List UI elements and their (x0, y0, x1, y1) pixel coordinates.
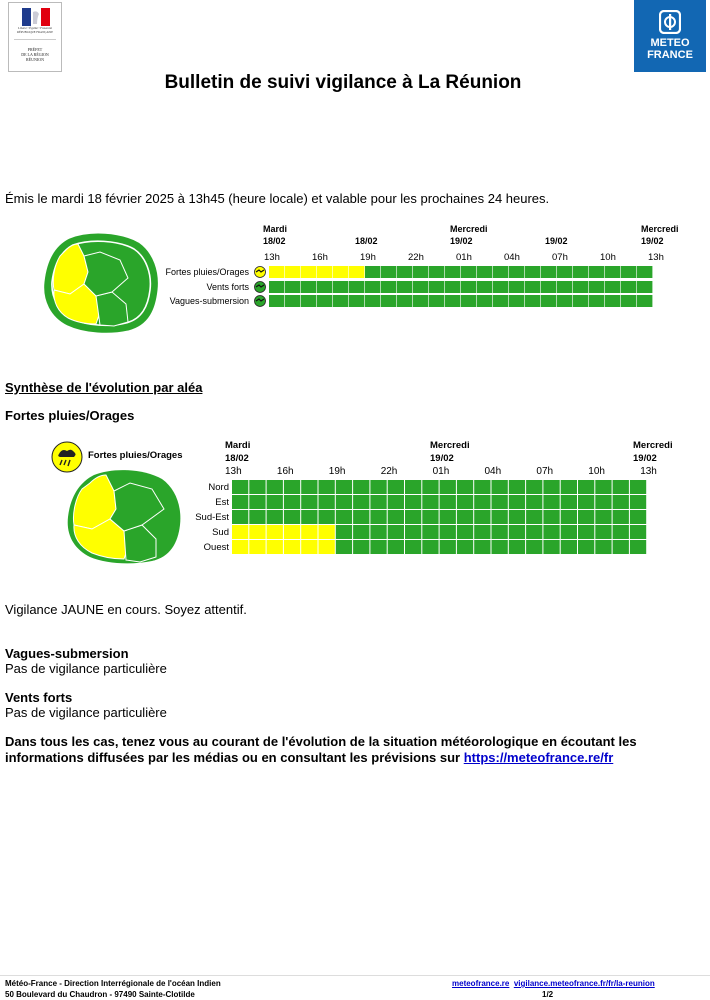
zone-cell (561, 525, 577, 539)
zone-cell (492, 480, 508, 494)
zone-cell (440, 495, 456, 509)
hazard-block-waves (5, 646, 167, 676)
overview-cell (333, 266, 348, 278)
zone-cell (457, 540, 473, 554)
overview-cell (637, 281, 652, 293)
footer-address: 50 Boulevard du Chaudron - 97490 Sainte-Clotilde (5, 990, 195, 999)
zone-cell (543, 510, 559, 524)
hazard-waves-text: Pas de vigilance particulière (5, 661, 167, 676)
zone-cell (422, 525, 438, 539)
zone-cell (267, 540, 283, 554)
zone-hour-label: 10h (588, 466, 605, 477)
zone-cell (492, 495, 508, 509)
marianne-flag-icon (22, 8, 50, 26)
footer-page-number: 1/2 (542, 990, 554, 999)
zone-cell (578, 540, 594, 554)
overview-cell (477, 266, 492, 278)
zone-cell (492, 525, 508, 539)
overview-cell (477, 281, 492, 293)
overview-hour-label: 19h (360, 252, 376, 263)
zone-cell (370, 495, 386, 509)
overview-hour-label: 01h (456, 252, 472, 263)
zone-cell (422, 510, 438, 524)
zone-cell (474, 480, 490, 494)
zone-cell (388, 525, 404, 539)
zone-cell (353, 525, 369, 539)
zone-cell (284, 540, 300, 554)
zone-cell (595, 480, 611, 494)
zone-cell (284, 480, 300, 494)
overview-hour-label: 10h (600, 252, 616, 263)
zone-cell (422, 495, 438, 509)
zone-cell (301, 495, 317, 509)
zone-cell (336, 495, 352, 509)
zone-cell (457, 510, 473, 524)
zone-hour-label: 16h (276, 466, 294, 477)
zone-label: Sud (212, 527, 229, 538)
overview-cell (509, 295, 524, 307)
overview-cell (285, 266, 300, 278)
overview-cell (365, 266, 380, 278)
zone-cell (319, 480, 335, 494)
overview-cell (349, 266, 364, 278)
overview-cell (413, 295, 428, 307)
brand-line2: FRANCE (647, 49, 693, 61)
zone-label: Sud-Est (195, 512, 229, 523)
overview-cell (445, 281, 460, 293)
zone-cell (232, 540, 248, 554)
zone-day-date: 19/02 (633, 453, 657, 464)
overview-hour-label: 13h (264, 252, 280, 263)
overview-hour-label: 04h (504, 252, 520, 263)
zone-day-name: Mercredi (430, 440, 470, 451)
overview-cell (573, 266, 588, 278)
zone-cell (630, 510, 646, 524)
overview-row-label: Vents forts (206, 282, 249, 292)
vigilance-message: Vigilance JAUNE en cours. Soyez attentif. (5, 602, 247, 617)
overview-cell (525, 281, 540, 293)
zone-cell (474, 495, 490, 509)
overview-cell (541, 266, 556, 278)
overview-cell (589, 281, 604, 293)
brand-line1: METEO (650, 37, 690, 49)
overview-cell (509, 266, 524, 278)
zone-cell (492, 540, 508, 554)
zone-cell (509, 540, 525, 554)
overview-cell (365, 295, 380, 307)
zone-cell (422, 480, 438, 494)
closing-advice (5, 734, 705, 766)
zone-cell (543, 480, 559, 494)
zone-cell (526, 540, 542, 554)
zone-cell (440, 480, 456, 494)
zone-cell (232, 495, 248, 509)
overview-cell (477, 295, 492, 307)
zone-cell (595, 510, 611, 524)
overview-hour-label: 07h (552, 252, 568, 263)
hazard-waves-title: Vagues-submersion (5, 646, 129, 661)
zone-cell (561, 495, 577, 509)
zone-day-date: 18/02 (225, 453, 249, 464)
zone-day-name: Mardi (225, 440, 251, 451)
overview-cell (269, 295, 284, 307)
zone-cell (232, 510, 248, 524)
overview-cell (397, 266, 412, 278)
footer-links (452, 979, 655, 988)
zone-hour-label: 13h (225, 466, 242, 477)
zone-cell (405, 540, 421, 554)
overview-day-date: 18/02 (355, 236, 378, 246)
zone-cell (336, 510, 352, 524)
zone-cell (457, 495, 473, 509)
zone-cell (440, 525, 456, 539)
zone-hour-label: 01h (432, 466, 450, 477)
zone-cell (474, 510, 490, 524)
overview-cell (365, 281, 380, 293)
badge-label: Fortes pluies/Orages (88, 450, 183, 461)
zone-day-date: 19/02 (430, 453, 454, 464)
overview-day-name: Mardi (263, 224, 288, 234)
zone-cell (578, 525, 594, 539)
footer-link-vigilance[interactable]: vigilance.meteofrance.fr/fr/la-reunion (513, 979, 655, 988)
zone-cell (526, 510, 542, 524)
overview-cell (493, 281, 508, 293)
zone-cell (336, 540, 352, 554)
overview-cell (269, 281, 284, 293)
overview-cell (493, 266, 508, 278)
overview-cell (509, 281, 524, 293)
zone-cell (353, 540, 369, 554)
zone-cell (284, 495, 300, 509)
zone-cell (526, 525, 542, 539)
zone-cell (509, 495, 525, 509)
zone-cell (267, 495, 283, 509)
zone-cell (474, 525, 490, 539)
overview-hour-label: 22h (408, 252, 424, 263)
overview-cell (333, 281, 348, 293)
footer-link-meteofrance[interactable]: meteofrance.re (452, 979, 510, 988)
zone-cell (249, 495, 265, 509)
meteo-france-logo (634, 0, 706, 72)
overview-day-name: Mercredi (641, 224, 679, 234)
zone-cell (543, 540, 559, 554)
overview-cell (621, 295, 636, 307)
zone-cell (336, 525, 352, 539)
hazard-block-wind (5, 690, 167, 720)
zone-cell (613, 540, 629, 554)
zone-cell (543, 525, 559, 539)
zone-cell (492, 510, 508, 524)
overview-cell (397, 295, 412, 307)
overview-cell (573, 295, 588, 307)
overview-cell (573, 281, 588, 293)
zone-cell (370, 540, 386, 554)
overview-cell (397, 281, 412, 293)
zone-cell (595, 495, 611, 509)
overview-cell (301, 281, 316, 293)
zone-cell (319, 495, 335, 509)
zone-cell (267, 525, 283, 539)
overview-hour-label: 13h (648, 252, 664, 263)
overview-cell (621, 266, 636, 278)
zone-cell (630, 525, 646, 539)
overview-day-date: 19/02 (641, 236, 664, 246)
zone-cell (630, 495, 646, 509)
zone-cell (526, 495, 542, 509)
intro-text: Émis le mardi 18 février 2025 à 13h45 (heure locale) et valable pour les prochaines 24 heures. (5, 191, 550, 206)
hazard-wind-text: Pas de vigilance particulière (5, 705, 167, 720)
zone-cell (319, 540, 335, 554)
zone-cell (353, 510, 369, 524)
zone-cell (319, 525, 335, 539)
zone-cell (474, 540, 490, 554)
zone-cell (561, 480, 577, 494)
zone-cell (457, 525, 473, 539)
zone-cell (630, 480, 646, 494)
zone-cell (267, 510, 283, 524)
prefecture-logo (8, 2, 62, 72)
zone-cell (561, 510, 577, 524)
zone-cell (595, 525, 611, 539)
zone-cell (561, 540, 577, 554)
zone-cell (613, 495, 629, 509)
overview-cell (349, 281, 364, 293)
zone-cell (284, 510, 300, 524)
overview-cell (637, 295, 652, 307)
zone-cell (353, 495, 369, 509)
zone-hour-label: 07h (536, 466, 554, 477)
zone-cell (301, 480, 317, 494)
zone-cell (301, 540, 317, 554)
zone-label: Ouest (203, 542, 229, 553)
zone-cell (509, 525, 525, 539)
zone-cell (457, 480, 473, 494)
zone-cell (388, 495, 404, 509)
overview-cell (557, 281, 572, 293)
overview-cell (381, 281, 396, 293)
zone-cell (578, 510, 594, 524)
overview-cell (445, 295, 460, 307)
zone-day-name: Mercredi (633, 440, 673, 451)
overview-cell (413, 266, 428, 278)
zone-cell (440, 510, 456, 524)
overview-cell (589, 266, 604, 278)
overview-cell (461, 266, 476, 278)
zone-hour-label: 13h (640, 466, 657, 477)
overview-cell (317, 295, 332, 307)
overview-cell (637, 266, 652, 278)
overview-cell (621, 281, 636, 293)
zone-cell (578, 480, 594, 494)
overview-cell (541, 295, 556, 307)
zone-cell (526, 480, 542, 494)
zone-cell (613, 510, 629, 524)
overview-timeline (150, 222, 690, 312)
overview-cell (557, 266, 572, 278)
zone-cell (388, 480, 404, 494)
overview-day-name: Mercredi (450, 224, 488, 234)
zone-cell (301, 525, 317, 539)
reunion-overview-map (40, 232, 165, 334)
overview-cell (557, 295, 572, 307)
overview-cell (493, 295, 508, 307)
overview-cell (525, 295, 540, 307)
zone-cell (405, 510, 421, 524)
zone-cell (249, 480, 265, 494)
zone-cell (284, 525, 300, 539)
zone-cell (595, 540, 611, 554)
zone-cell (388, 540, 404, 554)
overview-cell (285, 295, 300, 307)
zone-cell (509, 510, 525, 524)
zone-cell (267, 480, 283, 494)
overview-day-date: 19/02 (450, 236, 473, 246)
meteofrance-link[interactable]: https://meteofrance.re/fr (463, 750, 614, 765)
zone-cell (405, 525, 421, 539)
footer-org: Météo-France - Direction Interrégionale de l'océan Indien (5, 979, 221, 988)
hazard-wind-title: Vents forts (5, 690, 73, 705)
zone-cell (249, 540, 265, 554)
overview-row-label: Vagues-submersion (169, 296, 249, 306)
zone-hour-label: 04h (484, 466, 502, 477)
zone-cell (249, 525, 265, 539)
overview-cell (301, 295, 316, 307)
overview-cell (381, 266, 396, 278)
overview-cell (269, 266, 284, 278)
zone-label: Est (215, 497, 229, 508)
overview-cell (525, 266, 540, 278)
zone-hour-label: 22h (380, 466, 398, 477)
overview-cell (605, 281, 620, 293)
zone-cell (613, 525, 629, 539)
zone-cell (370, 510, 386, 524)
overview-day-date: 19/02 (545, 236, 568, 246)
zone-timeline (180, 436, 690, 556)
zone-cell (232, 525, 248, 539)
overview-hour-label: 16h (312, 252, 328, 263)
zone-cell (405, 480, 421, 494)
overview-cell (349, 295, 364, 307)
zone-hour-label: 19h (328, 466, 346, 477)
zone-cell (440, 540, 456, 554)
overview-cell (429, 295, 444, 307)
overview-cell (301, 266, 316, 278)
synthesis-section-title: Synthèse de l'évolution par aléa (5, 380, 203, 395)
overview-cell (589, 295, 604, 307)
meteo-france-emblem-icon (659, 10, 681, 34)
zone-cell (336, 480, 352, 494)
zone-cell (353, 480, 369, 494)
zone-label: Nord (208, 482, 229, 493)
zone-cell (388, 510, 404, 524)
republic-text: Liberté • Égalité • Fraternité RÉPUBLIQUE FRANÇAISE (16, 26, 54, 34)
overview-cell (317, 281, 332, 293)
overview-day-date: 18/02 (263, 236, 286, 246)
zone-cell (422, 540, 438, 554)
zone-cell (405, 495, 421, 509)
page-title: Bulletin de suivi vigilance à La Réunion (164, 72, 522, 93)
zone-cell (232, 480, 248, 494)
overview-cell (317, 266, 332, 278)
overview-cell (445, 266, 460, 278)
zone-cell (543, 495, 559, 509)
overview-cell (605, 295, 620, 307)
zone-cell (301, 510, 317, 524)
overview-cell (333, 295, 348, 307)
zone-cell (319, 510, 335, 524)
zone-cell (613, 480, 629, 494)
prefecture-text: PRÉFET DE LA RÉGION RÉUNION (21, 47, 49, 62)
zone-cell (370, 480, 386, 494)
overview-cell (605, 266, 620, 278)
zone-cell (249, 510, 265, 524)
hazard-title: Fortes pluies/Orages (5, 408, 135, 423)
overview-cell (381, 295, 396, 307)
overview-cell (413, 281, 428, 293)
zone-cell (578, 495, 594, 509)
overview-cell (285, 281, 300, 293)
overview-cell (429, 281, 444, 293)
zone-cell (370, 525, 386, 539)
overview-row-label: Fortes pluies/Orages (165, 267, 249, 277)
overview-cell (541, 281, 556, 293)
overview-cell (461, 295, 476, 307)
zone-cell (509, 480, 525, 494)
closing-text: Dans tous les cas, tenez vous au courant de l'évolution de la situation météorologique en écoutant les informations diffusées par les médias ou en consultant les prévisions sur (5, 734, 637, 765)
zone-cell (630, 540, 646, 554)
overview-cell (461, 281, 476, 293)
overview-cell (429, 266, 444, 278)
